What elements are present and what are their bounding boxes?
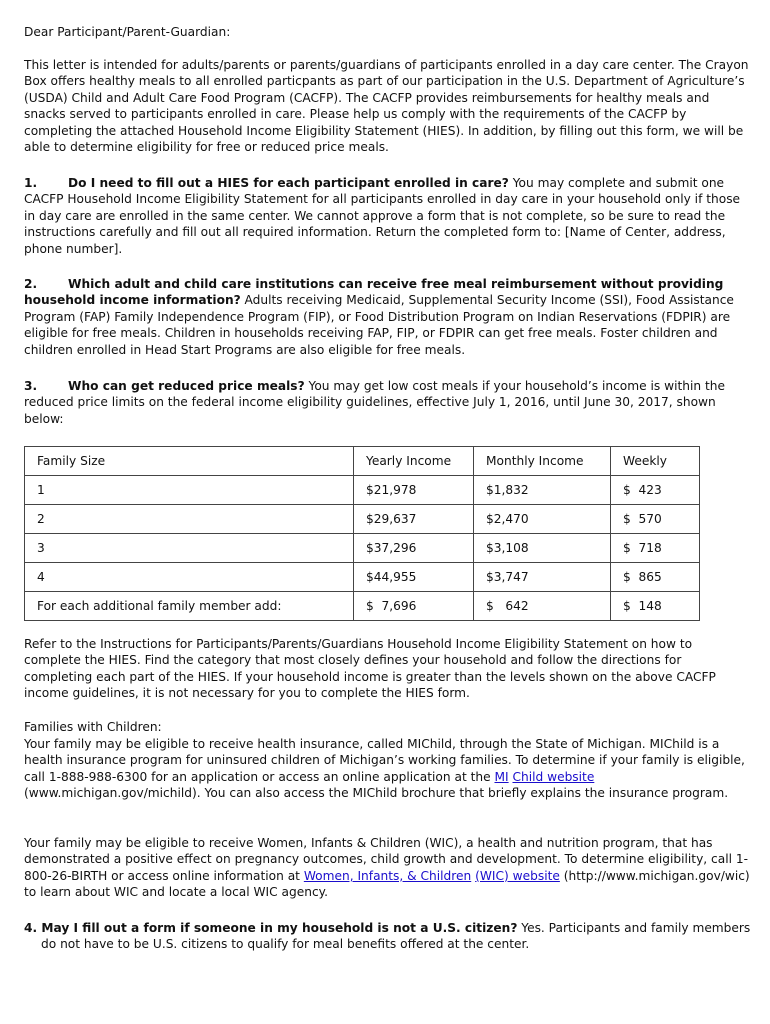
cell: $2,470 <box>474 505 611 534</box>
question-3 <box>24 378 750 427</box>
table-row <box>25 592 700 621</box>
cell: $21,978 <box>354 476 474 505</box>
cell: $1,832 <box>474 476 611 505</box>
cell: $ 7,696 <box>354 592 474 621</box>
table-header-row <box>25 447 700 476</box>
michild-link[interactable]: MI <box>494 769 509 784</box>
q1-answer: You may complete and submit one CACFP Household Income Eligibility Statement for all participants enrolled in day care in your household only if those in day care are enrolled in the same center. We cannot approve a form that is not complete, so be sure to read the instructions carefully and fill out all required information. Return the completed form to: [Name of Center, address, phone number]. <box>24 176 741 256</box>
q3-number: 3. <box>24 379 38 393</box>
cell: $ 718 <box>611 534 700 563</box>
q2-question: Which adult and child care institutions can receive free meal reimbursement without providing household income information? <box>24 277 724 308</box>
q3-answer: You may get low cost meals if your household’s income is within the reduced price limits on the federal income eligibility guidelines, effective July 1, 2016, until June 30, 2017, shown below: <box>24 379 725 426</box>
cell: 1 <box>25 476 354 505</box>
cell: $ 865 <box>611 563 700 592</box>
cell: $3,747 <box>474 563 611 592</box>
cell: 2 <box>25 505 354 534</box>
cell: 4 <box>25 563 354 592</box>
header-cell: Family Size <box>25 447 354 476</box>
intro-paragraph: This letter is intended for adults/parents or parents/guardians of participants enrolled in a day care center. The Crayon Box offers healthy meals to all enrolled particpants as part of our participation in the U.S. Department of Agriculture’s (USDA) Child and Adult Care Food Program (CACFP). The CACFP provides reimbursements for healthy meals and snacks served to participants enrolled in care. Please help us comply with the requirements of the CACFP by completing the attached Household Income Eligibility Statement (HIES). In addition, by filling out this form, we will be able to determine eligibility for free or reduced price meals. <box>24 58 749 155</box>
greeting: Dear Participant/Parent-Guardian: <box>24 25 231 39</box>
q3-question: Who can get reduced price meals? <box>68 379 305 393</box>
table-row <box>25 505 700 534</box>
cell: $3,108 <box>474 534 611 563</box>
michild-text: Your family may be eligible to receive health insurance, called MIChild, through the State of Michigan. MIChild is a health insurance program for uninsured children of Michigan’s working families. To determine if your family is eligible, call 1-888-988-6300 for an application or access an online application at the <box>24 737 745 784</box>
cell: $44,955 <box>354 563 474 592</box>
q4-answer: Yes. Participants and family members do not have to be U.S. citizens to qualify for meal benefits offered at the center. <box>41 921 751 952</box>
cell: 3 <box>25 534 354 563</box>
header-cell: Monthly Income <box>474 447 611 476</box>
wic-text: Your family may be eligible to receive Women, Infants & Children (WIC), a health and nutrition program, that has demonstrated a positive effect on pregnancy outcomes, child growth and development. To determine eligibility, call 1-800-26-BIRTH or access online information at <box>24 836 748 883</box>
cell: $ 570 <box>611 505 700 534</box>
income-guidelines-table <box>24 446 700 621</box>
michild-text-after: (www.michigan.gov/michild). You can also access the MIChild brochure that briefly explains the insurance program. <box>24 786 729 801</box>
cell: $ 148 <box>611 592 700 621</box>
cell: $ 642 <box>474 592 611 621</box>
q1-number: 1. <box>24 176 38 190</box>
question-4 <box>24 920 767 953</box>
refer-paragraph: Refer to the Instructions for Participants/Parents/Guardians Household Income Eligibility Statement on how to complete the HIES. Find the category that most closely defines your household and follow the directions for completing each part of the HIES. If your household income is greater than the levels shown on the above CACFP income guidelines, it is not necessary for you to complete the HIES form. <box>24 637 716 701</box>
q1-question: Do I need to fill out a HIES for each participant enrolled in care? <box>68 176 509 190</box>
header-cell: Weekly <box>611 447 700 476</box>
question-1 <box>24 175 750 257</box>
header-cell: Yearly Income <box>354 447 474 476</box>
table-row <box>25 534 700 563</box>
michild-website-link[interactable]: Child website <box>512 769 595 784</box>
wic-website-link[interactable]: (WIC) website <box>475 868 560 883</box>
wic-text-after: (http://www.michigan.gov/wic) to learn about WIC and locate a local WIC agency. <box>24 868 750 900</box>
table-row <box>25 476 700 505</box>
question-2 <box>24 276 750 358</box>
table-row <box>25 563 700 592</box>
q2-answer: Adults receiving Medicaid, Supplemental Security Income (SSI), Food Assistance Program (FAP) Family Independence Program (FIP), or Food Distribution Program on Indian Reservations (FDPIR) are eligible for free meals. Children in households receiving FAP, FIP, or FDPIR can get free meals. Foster children and children enrolled in Head Start Programs are also eligible for free meals. <box>24 293 734 357</box>
wic-link[interactable]: Women, Infants, & Children <box>303 868 472 883</box>
cell: $37,296 <box>354 534 474 563</box>
q4-question: 4. May I fill out a form if someone in my household is not a U.S. citizen? <box>24 921 518 935</box>
wic-paragraph <box>24 835 750 901</box>
cell: $ 423 <box>611 476 700 505</box>
q2-number: 2. <box>24 277 38 291</box>
cell: For each additional family member add: <box>25 592 354 621</box>
families-heading: Families with Children: <box>24 720 162 734</box>
cell: $29,637 <box>354 505 474 534</box>
michild-paragraph <box>24 736 750 802</box>
